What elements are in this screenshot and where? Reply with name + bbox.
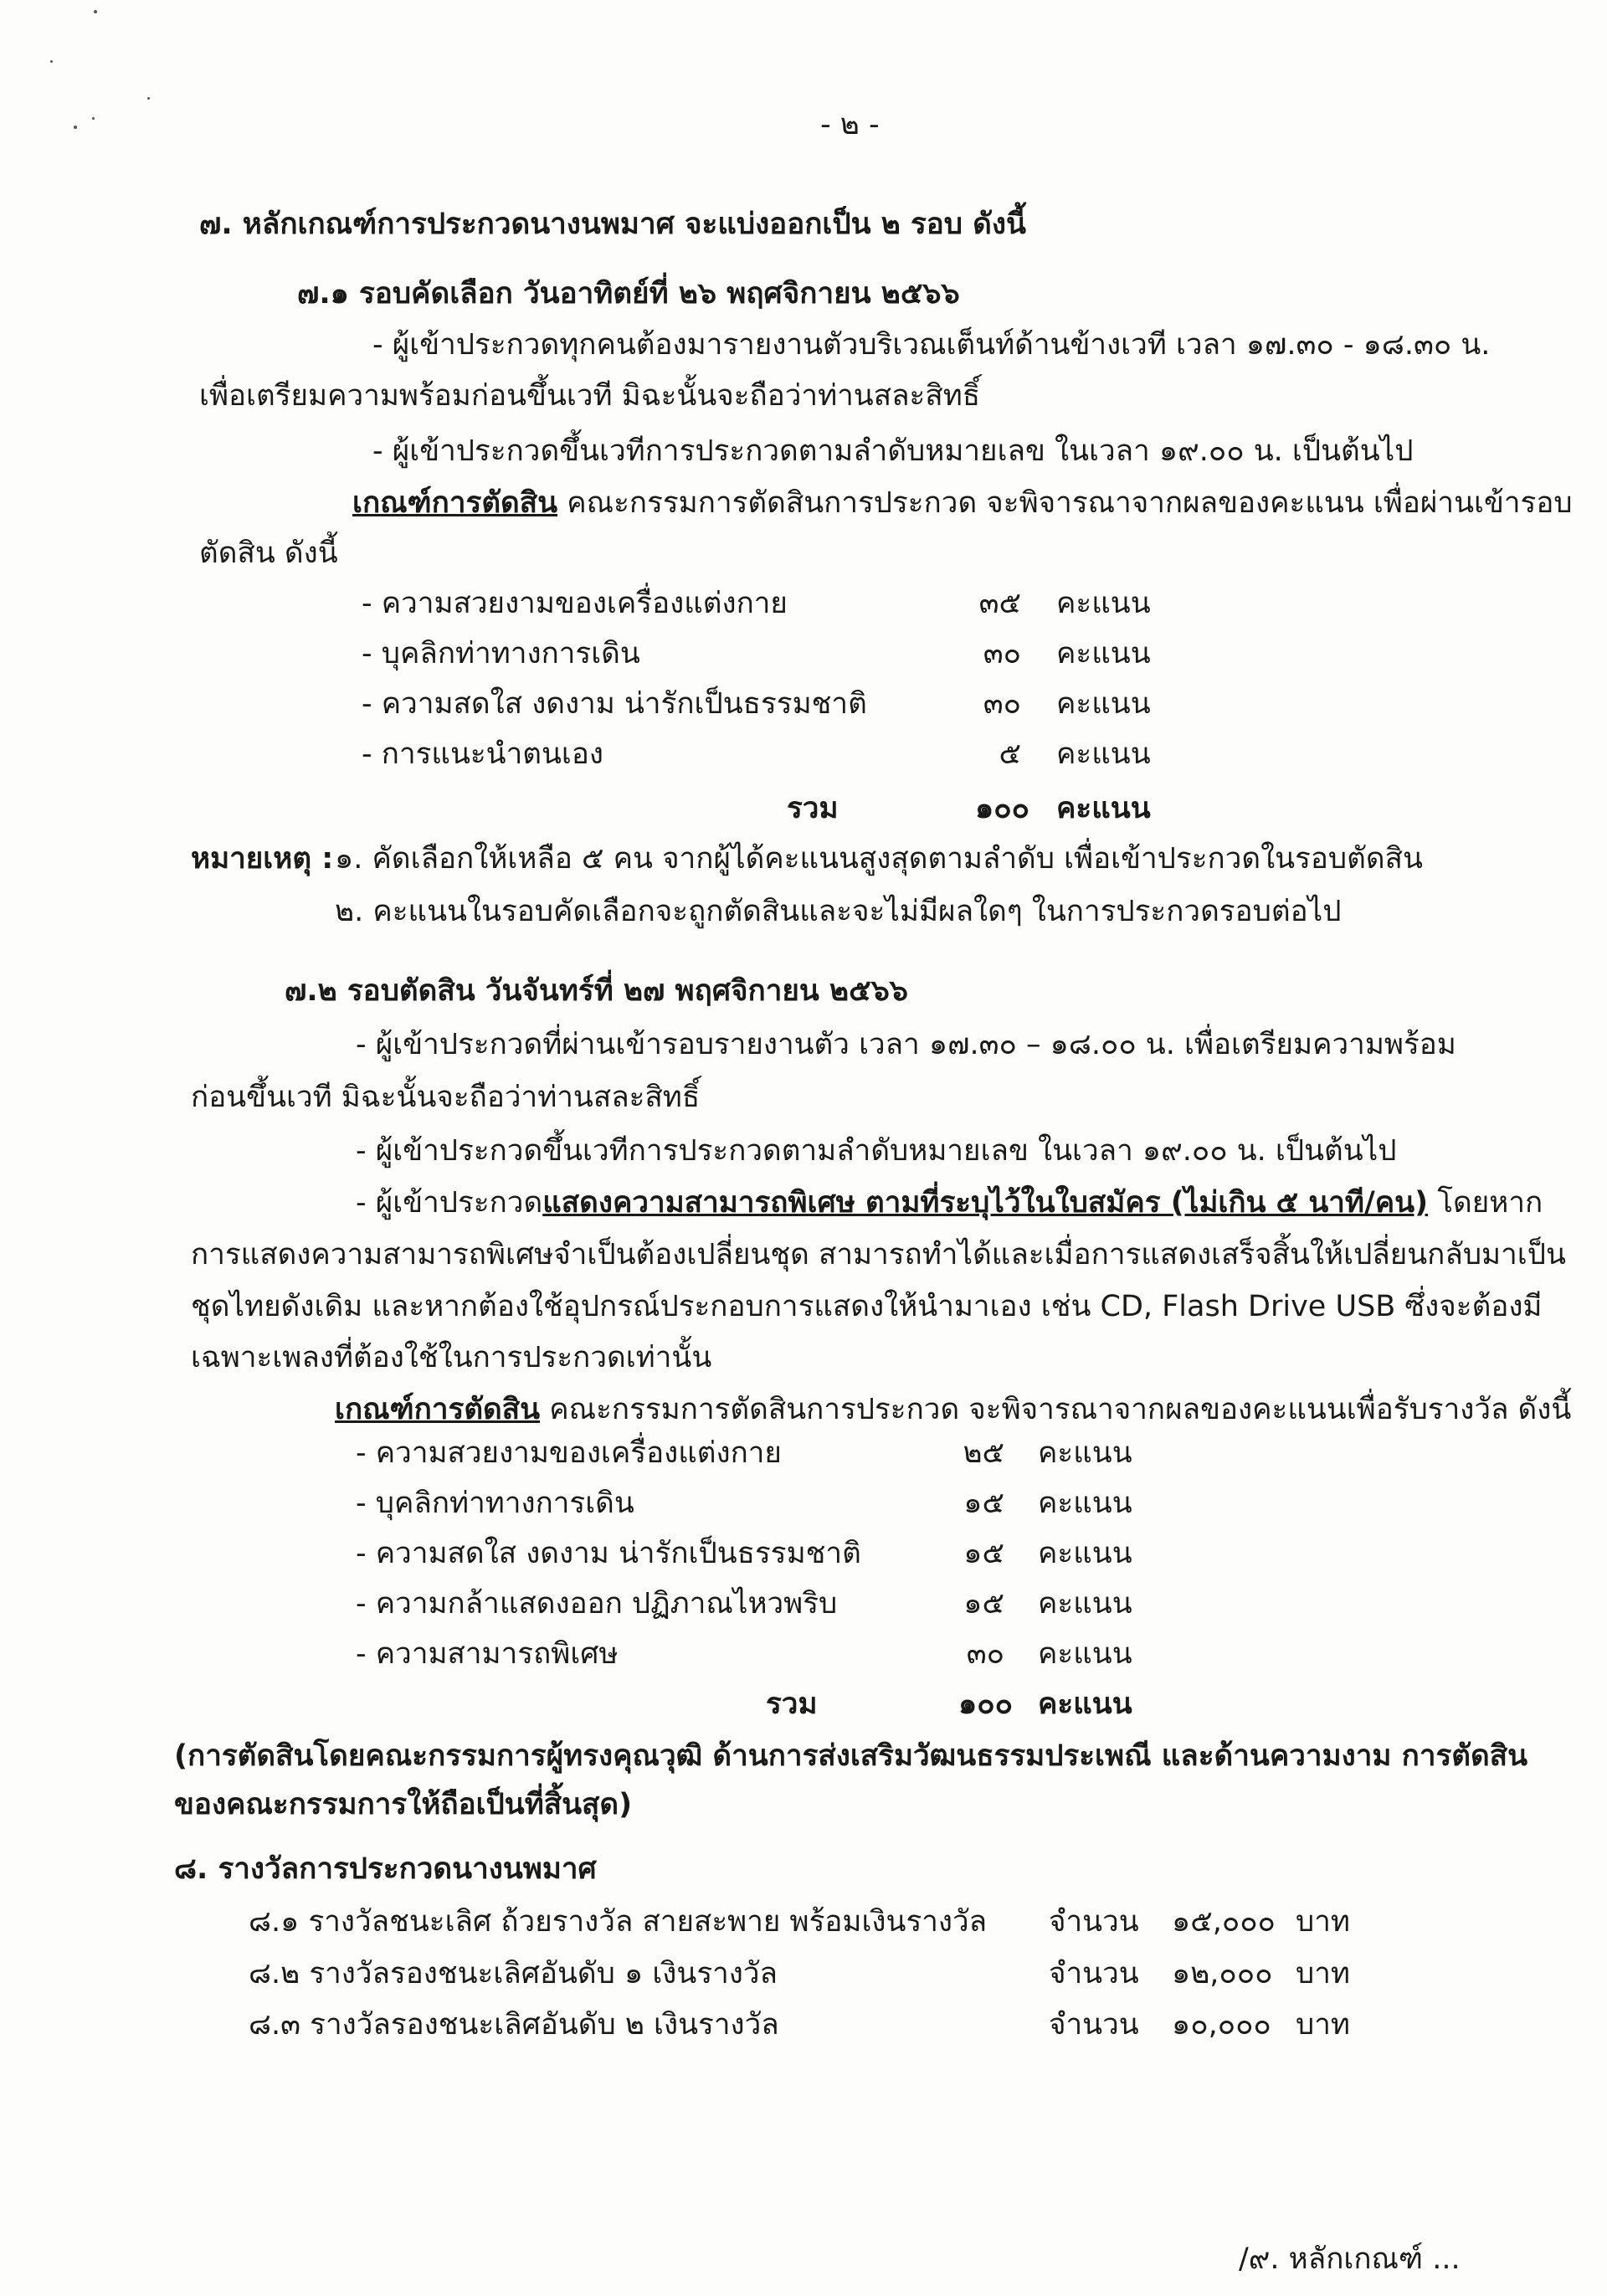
- score-item-value: ๓๐: [966, 1637, 1004, 1671]
- round-1-report-line-2: เพื่อเตรียมความพร้อมก่อนขึ้นเวที มิฉะนั้นจะถือว่าท่านสละสิทธิ์: [199, 379, 981, 413]
- award-currency: บาท: [1296, 2008, 1350, 2042]
- score-total-unit: คะแนน: [1056, 792, 1151, 825]
- score-item-unit: คะแนน: [1056, 687, 1151, 721]
- score-item-unit: คะแนน: [1038, 1487, 1132, 1520]
- award-qty-label: จำนวน: [1049, 2008, 1139, 2042]
- judging-note-line-2: ของคณะกรรมการให้ถือเป็นที่สิ้นสุด): [174, 1788, 633, 1821]
- section-7-heading: ๗. หลักเกณฑ์การประกวดนางนพมาศ จะแบ่งออกเป็น ๒ รอบ ดังนี้: [199, 208, 1026, 241]
- award-qty-label: จำนวน: [1049, 1905, 1139, 1939]
- score-total-label: รวม: [766, 1687, 818, 1721]
- score-item-unit: คะแนน: [1038, 1637, 1132, 1671]
- round-1-criteria-label: เกณฑ์การตัดสิน: [352, 486, 558, 520]
- round-1-criteria-line: [352, 485, 1573, 521]
- score-total-value: ๑๐๐: [958, 1687, 1013, 1721]
- round-2-stage-line: - ผู้เข้าประกวดขึ้นเวทีการประกวดตามลำดับหมายเลข ในเวลา ๑๙.๐๐ น. เป็นต้นไป: [356, 1134, 1397, 1168]
- round-2-criteria-label: เกณฑ์การตัดสิน: [335, 1393, 541, 1426]
- score-item-label: - บุคลิกท่าทางการเดิน: [356, 1487, 634, 1520]
- score-item-unit: คะแนน: [1038, 1537, 1132, 1570]
- round-1-heading: ๗.๑ รอบคัดเลือก วันอาทิตย์ที่ ๒๖ พฤศจิกายน ๒๕๖๖: [297, 277, 960, 311]
- round-2-talent-line-3: ชุดไทยดังเดิม และหากต้องใช้อุปกรณ์ประกอบการแสดงให้นำมาเอง เช่น CD, Flash Drive USB ซึ่งจะต้องมี: [191, 1290, 1543, 1323]
- round-1-criteria-text: คณะกรรมการตัดสินการประกวด จะพิจารณาจากผลของคะแนน เพื่อผ่านเข้ารอบ: [557, 486, 1573, 520]
- round-2-heading: ๗.๒ รอบตัดสิน วันจันทร์ที่ ๒๗ พฤศจิกายน ๒๕๖๖: [285, 974, 908, 1008]
- award-amount: ๑๒,๐๐๐: [1172, 1957, 1273, 1990]
- award-label: ๘.๑ รางวัลชนะเลิศ ถ้วยรางวัล สายสะพาย พร้อมเงินรางวัล: [249, 1905, 988, 1939]
- round-2-criteria-text: คณะกรรมการตัดสินการประกวด จะพิจารณาจากผลของคะแนนเพื่อรับรางวัล ดังนี้: [540, 1393, 1572, 1426]
- score-item-value: ๑๕: [963, 1487, 1004, 1520]
- score-item-unit: คะแนน: [1056, 587, 1151, 620]
- score-item-label: - บุคลิกท่าทางการเดิน: [362, 637, 640, 670]
- talent-suffix: โดยหาก: [1428, 1186, 1543, 1220]
- score-item-label: - ความสามารถพิเศษ: [356, 1637, 619, 1671]
- award-amount: ๑๕,๐๐๐: [1172, 1905, 1276, 1939]
- note-item-1: ๑. คัดเลือกให้เหลือ ๕ คน จากผู้ได้คะแนนสูงสุดตามลำดับ เพื่อเข้าประกวดในรอบตัดสิน: [335, 842, 1423, 876]
- award-qty-label: จำนวน: [1049, 1957, 1139, 1990]
- score-item-value: ๑๕: [963, 1587, 1004, 1621]
- score-item-value: ๑๕: [963, 1537, 1004, 1570]
- score-item-unit: คะแนน: [1056, 737, 1151, 771]
- score-item-label: - ความกล้าแสดงออก ปฏิภาณไหวพริบ: [356, 1587, 838, 1621]
- award-currency: บาท: [1296, 1957, 1350, 1990]
- page-number: - ๒ -: [820, 108, 880, 141]
- score-item-value: ๓๐: [983, 687, 1021, 721]
- round-2-report-line-1: - ผู้เข้าประกวดที่ผ่านเข้ารอบรายงานตัว เวลา ๑๗.๓๐ – ๑๘.๐๐ น. เพื่อเตรียมความพร้อม: [356, 1028, 1456, 1061]
- section-8-heading: ๘. รางวัลการประกวดนางนพมาศ: [174, 1852, 597, 1886]
- score-item-value: ๓๕: [978, 587, 1021, 620]
- score-item-label: - การแนะนำตนเอง: [362, 737, 603, 771]
- award-amount: ๑๐,๐๐๐: [1172, 2008, 1271, 2042]
- score-item-unit: คะแนน: [1056, 637, 1151, 670]
- round-1-stage-line: - ผู้เข้าประกวดขึ้นเวทีการประกวดตามลำดับหมายเลข ในเวลา ๑๙.๐๐ น. เป็นต้นไป: [372, 434, 1414, 468]
- score-total-label: รวม: [787, 792, 839, 825]
- score-item-value: ๒๕: [963, 1436, 1004, 1470]
- scan-speck: [147, 97, 150, 100]
- scan-speck: [92, 117, 95, 120]
- note-item-2: ๒. คะแนนในรอบคัดเลือกจะถูกตัดสินและจะไม่มีผลใดๆ ในการประกวดรอบต่อไป: [335, 895, 1342, 928]
- score-item-label: - ความสดใส งดงาม น่ารักเป็นธรรมชาติ: [362, 687, 867, 721]
- round-2-talent-line-4: เฉพาะเพลงที่ต้องใช้ในการประกวดเท่านั้น: [191, 1341, 712, 1374]
- score-item-label: - ความสวยงามของเครื่องแต่งกาย: [356, 1436, 782, 1470]
- scan-speck: [94, 10, 97, 13]
- footer-continuation: /๙. หลักเกณฑ์ ...: [1239, 2242, 1461, 2276]
- round-2-talent-line-1: [356, 1185, 1543, 1220]
- talent-highlight: แสดงความสามารถพิเศษ ตามที่ระบุไว้ในใบสมัคร (ไม่เกิน ๕ นาที/คน): [542, 1186, 1429, 1220]
- score-item-unit: คะแนน: [1038, 1436, 1132, 1470]
- scan-speck: [50, 60, 53, 63]
- note-label: หมายเหตุ :: [191, 842, 334, 876]
- round-2-report-line-2: ก่อนขึ้นเวที มิฉะนั้นจะถือว่าท่านสละสิทธิ์: [191, 1081, 701, 1114]
- award-currency: บาท: [1296, 1905, 1350, 1939]
- score-item-unit: คะแนน: [1038, 1587, 1132, 1621]
- round-1-criteria-line-2: ตัดสิน ดังนี้: [199, 537, 338, 570]
- score-total-unit: คะแนน: [1038, 1687, 1132, 1721]
- score-item-value: ๕: [999, 737, 1021, 771]
- award-label: ๘.๓ รางวัลรองชนะเลิศอันดับ ๒ เงินรางวัล: [249, 2008, 779, 2042]
- talent-prefix: - ผู้เข้าประกวด: [356, 1186, 543, 1220]
- score-item-value: ๓๐: [983, 637, 1021, 670]
- score-total-value: ๑๐๐: [975, 792, 1029, 825]
- score-item-label: - ความสวยงามของเครื่องแต่งกาย: [362, 587, 788, 620]
- judging-note-line-1: (การตัดสินโดยคณะกรรมการผู้ทรงคุณวุฒิ ด้านการส่งเสริมวัฒนธรรมประเพณี และด้านความงาม การตัดสิน: [174, 1739, 1528, 1773]
- round-2-criteria-line: [335, 1392, 1571, 1427]
- scan-speck: [74, 126, 77, 129]
- award-label: ๘.๒ รางวัลรองชนะเลิศอันดับ ๑ เงินรางวัล: [249, 1957, 778, 1990]
- score-item-label: - ความสดใส งดงาม น่ารักเป็นธรรมชาติ: [356, 1537, 861, 1570]
- round-2-talent-line-2: การแสดงความสามารถพิเศษจำเป็นต้องเปลี่ยนชุด สามารถทำได้และเมื่อการแสดงเสร็จสิ้นให้เปลี่ยนกลับมาเป็น: [191, 1238, 1566, 1271]
- round-1-report-line-1: - ผู้เข้าประกวดทุกคนต้องมารายงานตัวบริเวณเต็นท์ด้านข้างเวที เวลา ๑๗.๓๐ - ๑๘.๓๐ น.: [372, 328, 1491, 362]
